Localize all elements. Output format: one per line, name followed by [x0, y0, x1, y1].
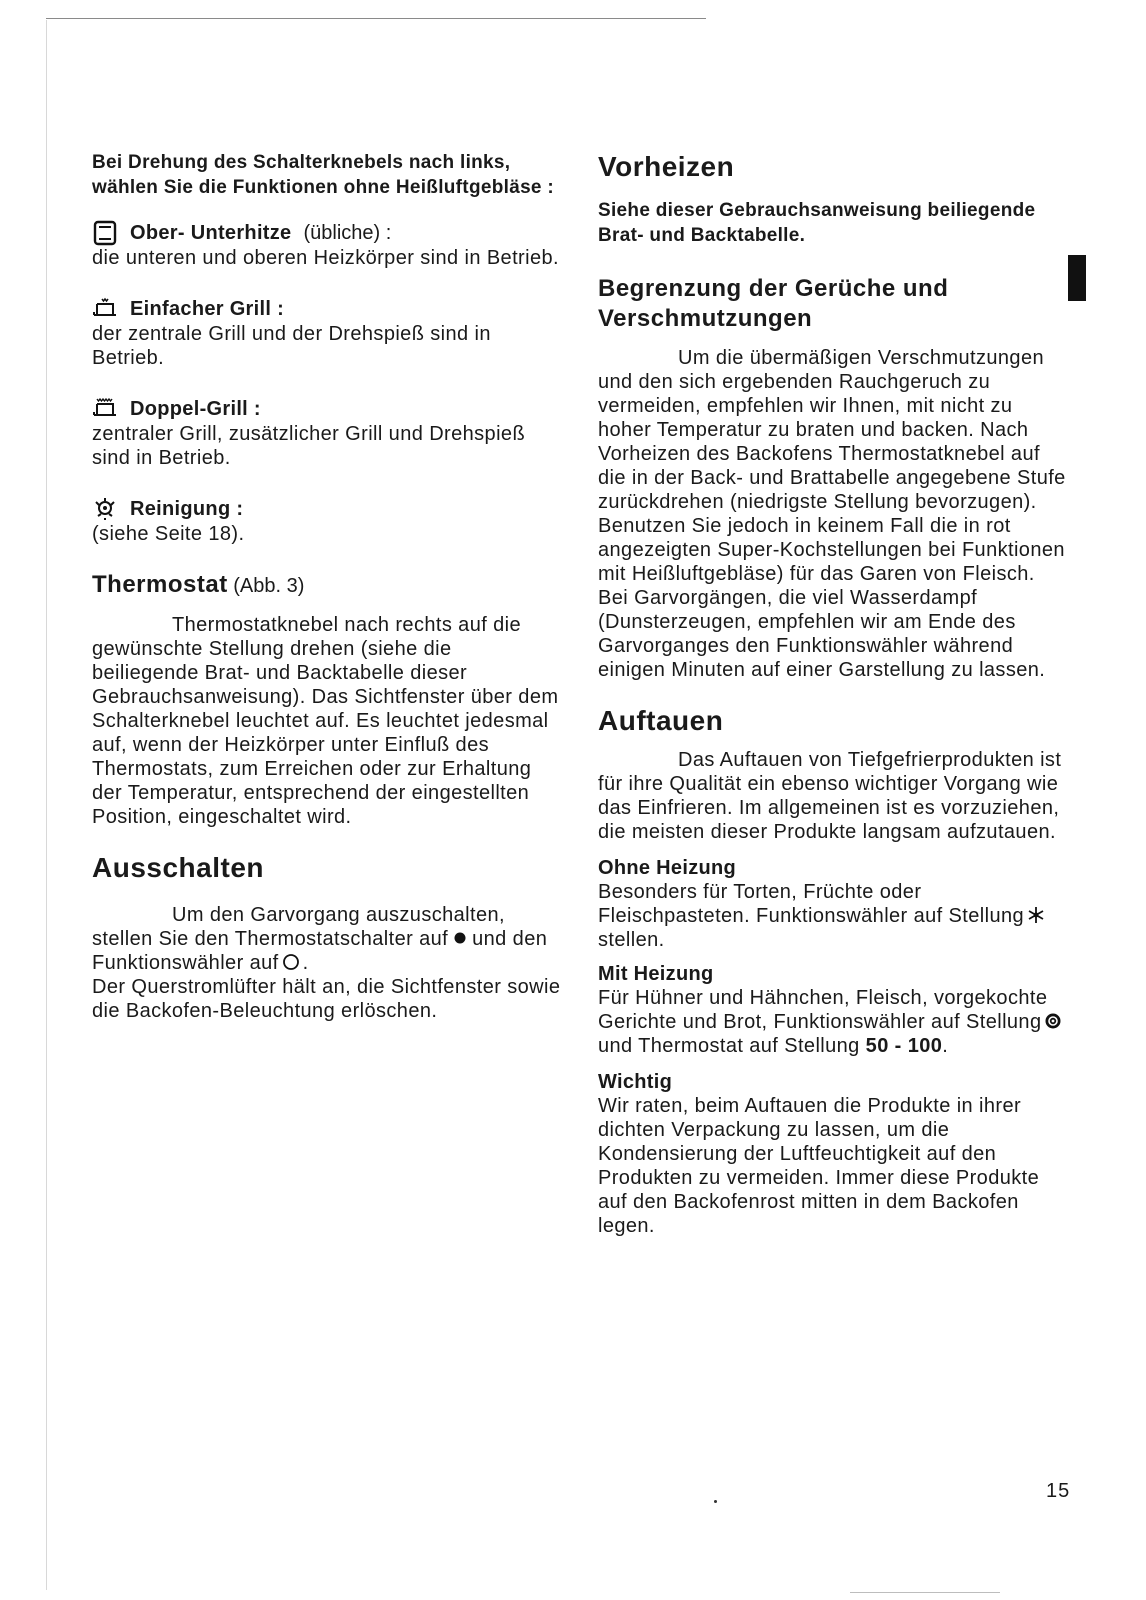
ausschalten-p1-b: und den Funktionswähler auf	[92, 928, 548, 974]
mit-heizung-a: Für Hühner und Hähnchen, Fleisch, vorgekochte Gerichte und Brot, Funktionswähler auf Stellung	[598, 987, 1048, 1033]
mit-heizung-value: 50 - 100	[865, 1035, 943, 1057]
function-desc: der zentrale Grill und der Drehspieß sind in Betrieb.	[92, 323, 491, 369]
defrost-snowflake-icon	[1027, 906, 1045, 924]
top-rule	[46, 18, 706, 19]
vorheizen-section	[598, 150, 1068, 248]
function-einfacher-grill	[92, 296, 562, 370]
right-column	[598, 150, 1068, 1238]
function-desc: zentraler Grill, zusätzlicher Grill und Drehspieß sind in Betrieb.	[92, 423, 526, 469]
empty-circle-icon	[282, 953, 300, 971]
mit-heizung-title: Mit Heizung	[598, 963, 714, 985]
auftauen-section	[598, 704, 1068, 1238]
function-note: (übliche) :	[303, 222, 392, 244]
ausschalten-p1-c: .	[302, 952, 309, 974]
ohne-heizung-title: Ohne Heizung	[598, 857, 737, 879]
fan-heat-icon	[1044, 1012, 1062, 1030]
function-doppel-grill	[92, 396, 562, 470]
ohne-heizung-body	[598, 880, 1068, 952]
function-name: Doppel-Grill :	[130, 398, 261, 420]
top-bottom-heat-icon	[92, 220, 118, 246]
thermostat-title: Thermostat	[92, 571, 228, 598]
functions-intro: Bei Drehung des Schalterknebels nach links, wählen Sie die Funktionen ohne Heißluftgebläse :	[92, 152, 555, 198]
single-grill-icon	[92, 296, 118, 322]
ohne-heizung-b: stellen.	[598, 929, 665, 951]
function-name: Einfacher Grill :	[130, 298, 285, 320]
function-ober-unterhitze	[92, 220, 562, 270]
ohne-heizung-a: Besonders für Torten, Früchte oder Fleischpasteten. Funktionswähler auf Stellung	[598, 881, 1025, 927]
begrenzung-p2: Bei Garvorgängen, die viel Wasserdampf (Dunsterzeugen, empfehlen wir am Ende des Garvorganges den Funktionswähler während einigen Minuten auf einer Garstellung zu lassen.	[598, 587, 1046, 681]
thermostat-section	[92, 570, 562, 829]
ausschalten-title: Ausschalten	[92, 852, 264, 883]
left-column	[92, 150, 562, 1023]
binding-edge	[46, 20, 47, 1590]
function-name: Ober- Unterhitze	[130, 222, 292, 244]
function-desc: die unteren und oberen Heizkörper sind in Betrieb.	[92, 247, 559, 269]
begrenzung-p1: Um die übermäßigen Verschmutzungen und den sich ergebenden Rauchgeruch zu vermeiden, empfehlen wir Ihnen, mit nicht zu hoher Temperatur zu braten und backen. Nach Vorheizen des Backofens Thermostatknebel auf die in der Back- und Brattabelle angegebene Stufe zurückdrehen (niedrigste Stellung bevorzugen). Benutzen Sie jedoch in keinem Fall die in rot angezeigten Super-Kochstellungen bei Funktionen mit Heißluftgebläse) für das Garen von Fleisch.	[598, 347, 1066, 585]
double-grill-icon	[92, 396, 118, 422]
begrenzung-title: Begrenzung der Gerüche und Verschmutzungen	[598, 275, 949, 332]
section-tab-marker	[1068, 255, 1086, 301]
function-name: Reinigung :	[130, 498, 244, 520]
mit-heizung-b: und Thermostat auf Stellung	[598, 1035, 860, 1057]
ausschalten-p2: Der Querstromlüfter hält an, die Sichtfenster sowie die Backofen-Beleuchtung erlöschen.	[92, 976, 561, 1022]
thermostat-body: Thermostatknebel nach rechts auf die gewünschte Stellung drehen (siehe die beiliegende Brat- und Backtabelle dieser Gebrauchsanweisung). Das Sichtfenster über dem Schalterknebel leuchtet auf. Es leuchtet jedesmal auf, wenn der Heizkörper unter Einfluß des Thermostats, zum Erreichen oder zur Erhaltung der Temperatur, entsprechend der eingestellten Position, eingeschaltet wird.	[92, 614, 559, 828]
ausschalten-p1	[92, 903, 562, 975]
function-desc: (siehe Seite 18).	[92, 523, 245, 545]
wichtig-body: Wir raten, beim Auftauen die Produkte in ihrer dichten Verpackung zu lassen, um die Kondensierung der Luftfeuchtigkeit auf den Produkten zu vermeiden. Immer diese Produkte auf den Backofenrost mitten in dem Backofen legen.	[598, 1095, 1040, 1237]
auftauen-title: Auftauen	[598, 705, 724, 736]
cleaning-icon	[92, 496, 118, 522]
mit-heizung-c: .	[942, 1035, 949, 1057]
auftauen-intro: Das Auftauen von Tiefgefrierprodukten ist für ihre Qualität ein ebenso wichtiger Vorgang wie das Einfrieren. Im allgemeinen ist es vorzuziehen, die meisten dieser Produkte langsam aufzutauen.	[598, 749, 1062, 843]
vorheizen-title: Vorheizen	[598, 151, 735, 182]
filled-dot-icon	[451, 929, 469, 947]
page-number: 15	[1046, 1480, 1071, 1502]
ausschalten-section	[92, 851, 562, 1023]
thermostat-ref: (Abb. 3)	[233, 575, 305, 597]
vorheizen-body: Siehe dieser Gebrauchsanweisung beiliegende Brat- und Backtabelle.	[598, 200, 1036, 246]
bottom-rule	[850, 1592, 1000, 1593]
begrenzung-section	[598, 274, 1068, 682]
function-reinigung	[92, 496, 562, 546]
wichtig-title: Wichtig	[598, 1071, 673, 1093]
ausschalten-p1-a: Um den Garvorgang auszuschalten, stellen Sie den Thermostatschalter auf	[92, 904, 505, 950]
scan-speck	[714, 1500, 717, 1503]
mit-heizung-body	[598, 986, 1068, 1058]
